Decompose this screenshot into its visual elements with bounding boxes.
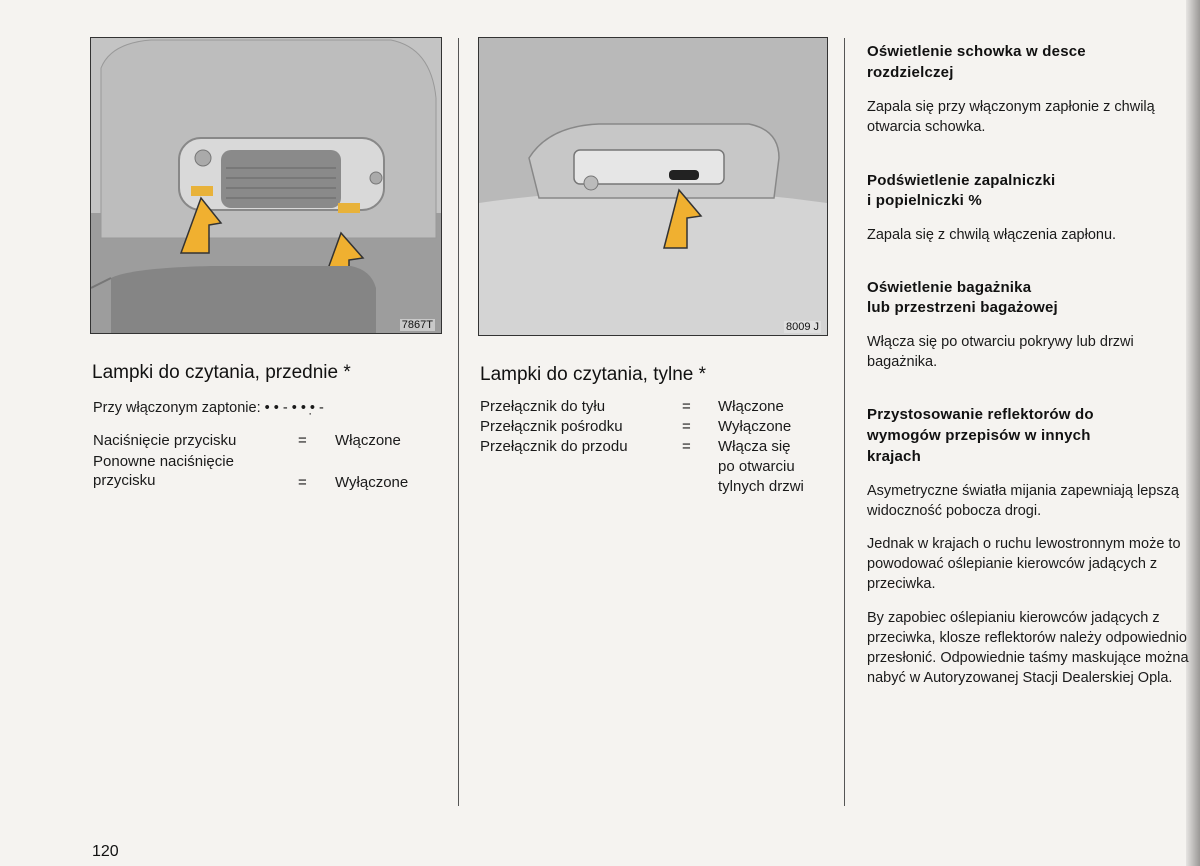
section-title: i popielniczki % <box>867 192 982 209</box>
rear-row-result: po otwarciu <box>718 458 795 475</box>
rear-lamp-figure <box>478 37 828 336</box>
section-title: Podświetlenie zapalniczki <box>867 172 1056 189</box>
section-title: Oświetlenie bagażnika <box>867 279 1032 296</box>
rear-row-result: Włączone <box>718 398 784 415</box>
column-divider-left <box>458 38 459 806</box>
section-title: krajach <box>867 448 921 465</box>
front-lamps-heading: Lampki do czytania, przednie * <box>92 362 351 383</box>
rear-row-eq: = <box>682 398 691 415</box>
page-number: 120 <box>92 843 119 860</box>
rear-row-result: Włącza się <box>718 438 791 455</box>
front-row-action: Ponowne naciśnięcie <box>93 453 234 470</box>
section-title: rozdzielczej <box>867 64 954 81</box>
figure-code: 7867T <box>401 319 433 331</box>
figure-code: 8009 J <box>785 321 819 333</box>
section-paragraph: Jednak w krajach o ruchu lewostronnym może to powodować oślepianie kierowców jadących z przeciwka. <box>867 536 1181 592</box>
front-lamp-illustration <box>91 38 441 333</box>
front-lamp-figure <box>90 37 442 334</box>
section-paragraph: By zapobiec oślepianiu kierowców jadących z przeciwka, klosze reflektorów należy odpowiednio przesłonić. Odpowiednie taśmy maskujące można nabyć w Autoryzowanej Stacji Dealerskiej Opla. <box>867 610 1189 686</box>
section-title: wymogów przepisów w innych <box>867 427 1091 444</box>
rear-row-action: Przełącznik do przodu <box>480 438 628 455</box>
section-body: Włącza się po otwarciu pokrywy lub drzwi bagażnika. <box>867 334 1134 370</box>
section-body: Zapala się z chwilą włączenia zapłonu. <box>867 227 1117 243</box>
front-row-result: Włączone <box>335 432 401 449</box>
section-title: Przystosowanie reflektorów do <box>867 406 1094 423</box>
column-divider-right <box>844 38 845 806</box>
ignition-label: Przy włączonym zaptonie: • • - • • •̣ - <box>93 400 324 416</box>
section-title: lub przestrzeni bagażowej <box>867 299 1058 316</box>
front-row-eq: = <box>298 432 307 449</box>
front-row-result: Wyłączone <box>335 474 409 491</box>
rear-row-result: tylnych drzwi <box>718 478 804 495</box>
rear-row-result: Wyłączone <box>718 418 792 435</box>
section-title: Oświetlenie schowka w desce <box>867 43 1086 60</box>
section-body: Zapala się przy włączonym zapłonie z chwilą otwarcia schowka. <box>867 99 1155 135</box>
rear-row-action: Przełącznik pośrodku <box>480 418 623 435</box>
front-row-action: Naciśnięcie przycisku <box>93 432 237 449</box>
rear-lamp-illustration <box>479 38 827 335</box>
rear-row-eq: = <box>682 438 691 455</box>
front-row-eq: = <box>298 474 307 491</box>
rear-lamps-heading: Lampki do czytania, tylne * <box>480 364 707 385</box>
front-row-action: przycisku <box>93 472 156 489</box>
rear-row-action: Przełącznik do tyłu <box>480 398 606 415</box>
rear-row-eq: = <box>682 418 691 435</box>
section-paragraph: Asymetryczne światła mijania zapewniają lepszą widoczność pobocza drogi. <box>867 483 1179 519</box>
